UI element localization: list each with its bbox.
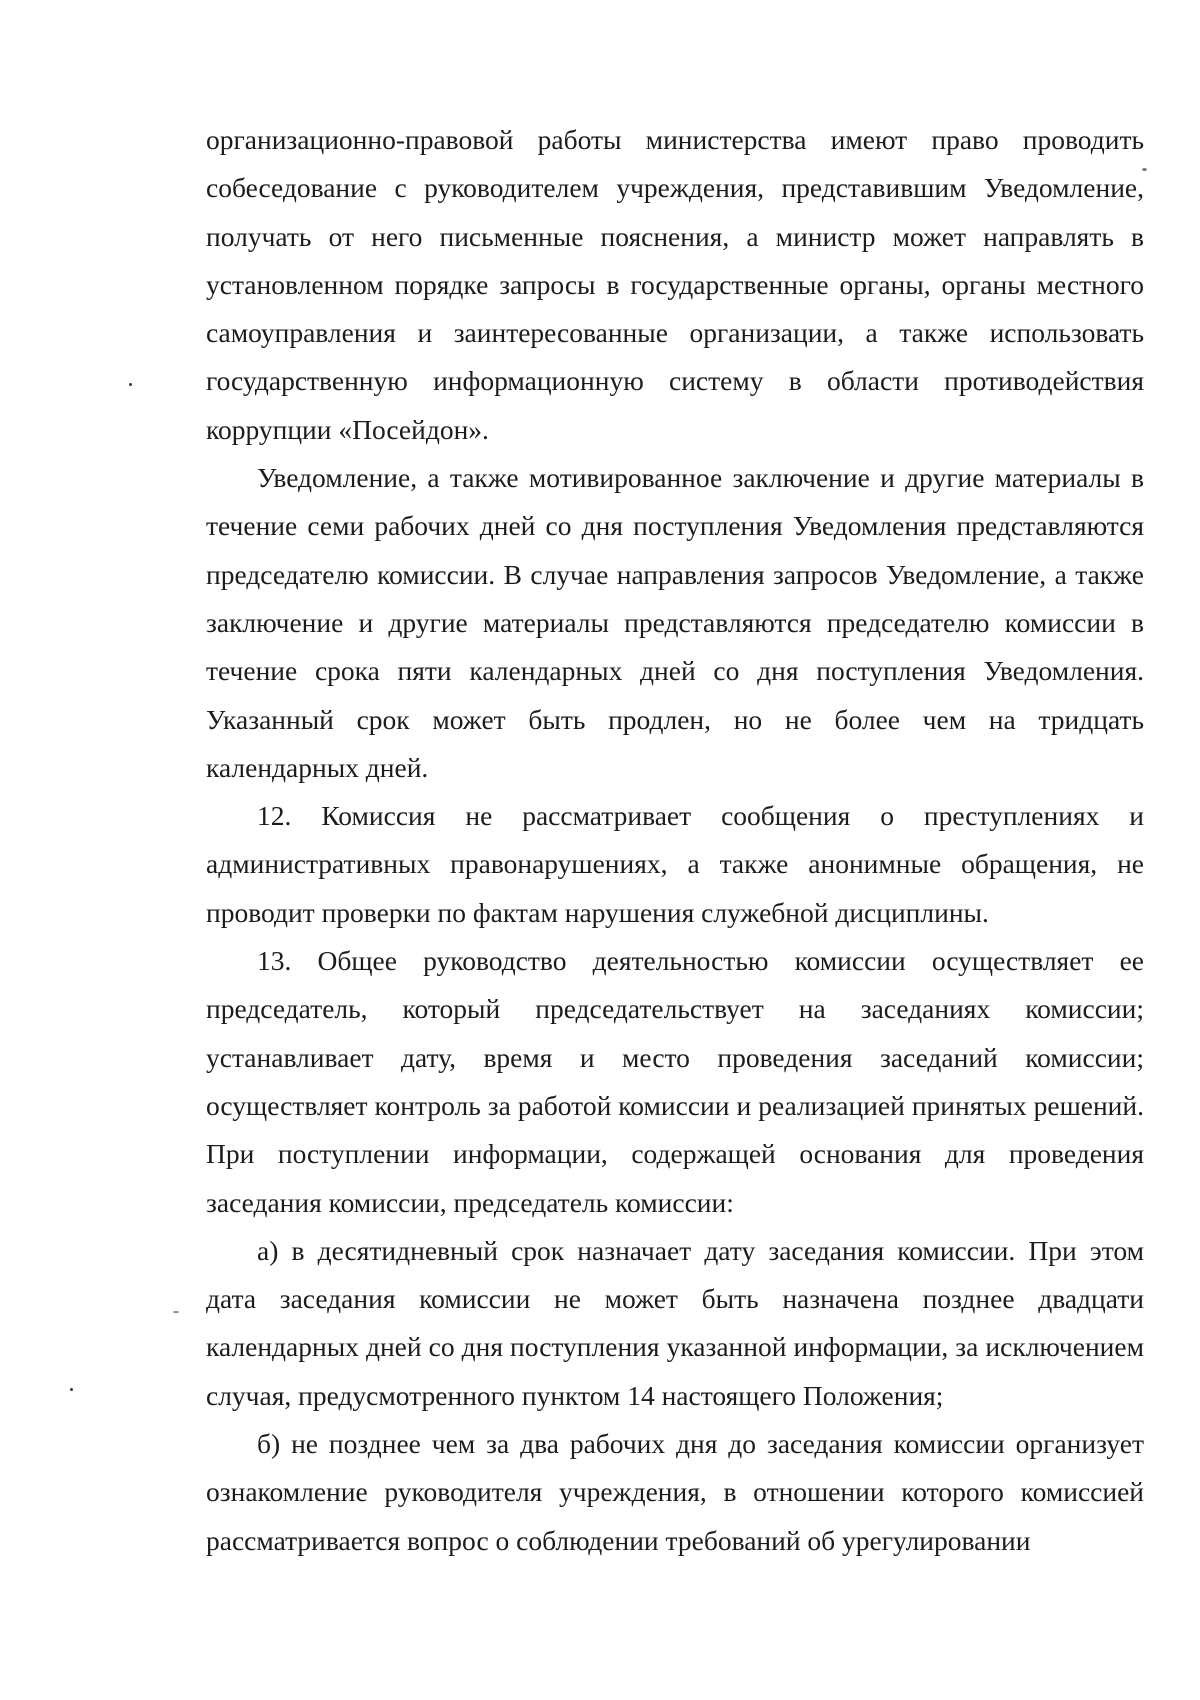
paragraph-continuation: организационно-правовой работы министерства имеют право проводить собеседование с руководителем учреждения, представившим Уведомление, получать от него письменные пояснения, а министр может направлять в установленном порядке запросы в государственные органы, органы местного самоуправления и заинтересованные организации, а также использовать государственную информационную систему в области противодействия коррупции «Посейдон». [206, 124, 1144, 445]
scan-speck [1142, 168, 1147, 171]
scan-speck [70, 1388, 73, 1391]
paragraph-item-12: 12. Комиссия не рассматривает сообщения о преступлениях и административных правонарушениях, а также анонимные обращения, не проводит проверки по фактам нарушения служебной дисциплины. [206, 800, 1144, 928]
document-body [206, 116, 1144, 1565]
paragraph-subitem-a: а) в десятидневный срок назначает дату заседания комиссии. При этом дата заседания комиссии не может быть назначена позднее двадцати календарных дней со дня поступления указанной информации, за исключением случая, предусмотренного пунктом 14 настоящего Положения; [206, 1234, 1144, 1411]
scan-speck [129, 383, 132, 386]
paragraph-notification-materials: Уведомление, а также мотивированное заключение и другие материалы в течение семи рабочих дней со дня поступления Уведомления представляются председателю комиссии. В случае направления запросов Уведомление, а также заключение и другие материалы представляются председателю комиссии в течение срока пяти календарных дней со дня поступления Уведомления. Указанный срок может быть продлен, но не более чем на тридцать календарных дней. [206, 462, 1144, 783]
scan-speck [173, 1311, 179, 1313]
paragraph-subitem-b: б) не позднее чем за два рабочих дня до заседания комиссии организует ознакомление руководителя учреждения, в отношении которого комиссией рассматривается вопрос о соблюдении требований об урегулировании [206, 1428, 1144, 1556]
paragraph-item-13: 13. Общее руководство деятельностью комиссии осуществляет ее председатель, который председательствует на заседаниях комиссии; устанавливает дату, время и место проведения заседаний комиссии; осуществляет контроль за работой комиссии и реализацией принятых решений. При поступлении информации, содержащей основания для проведения заседания комиссии, председатель комиссии: [206, 945, 1144, 1218]
